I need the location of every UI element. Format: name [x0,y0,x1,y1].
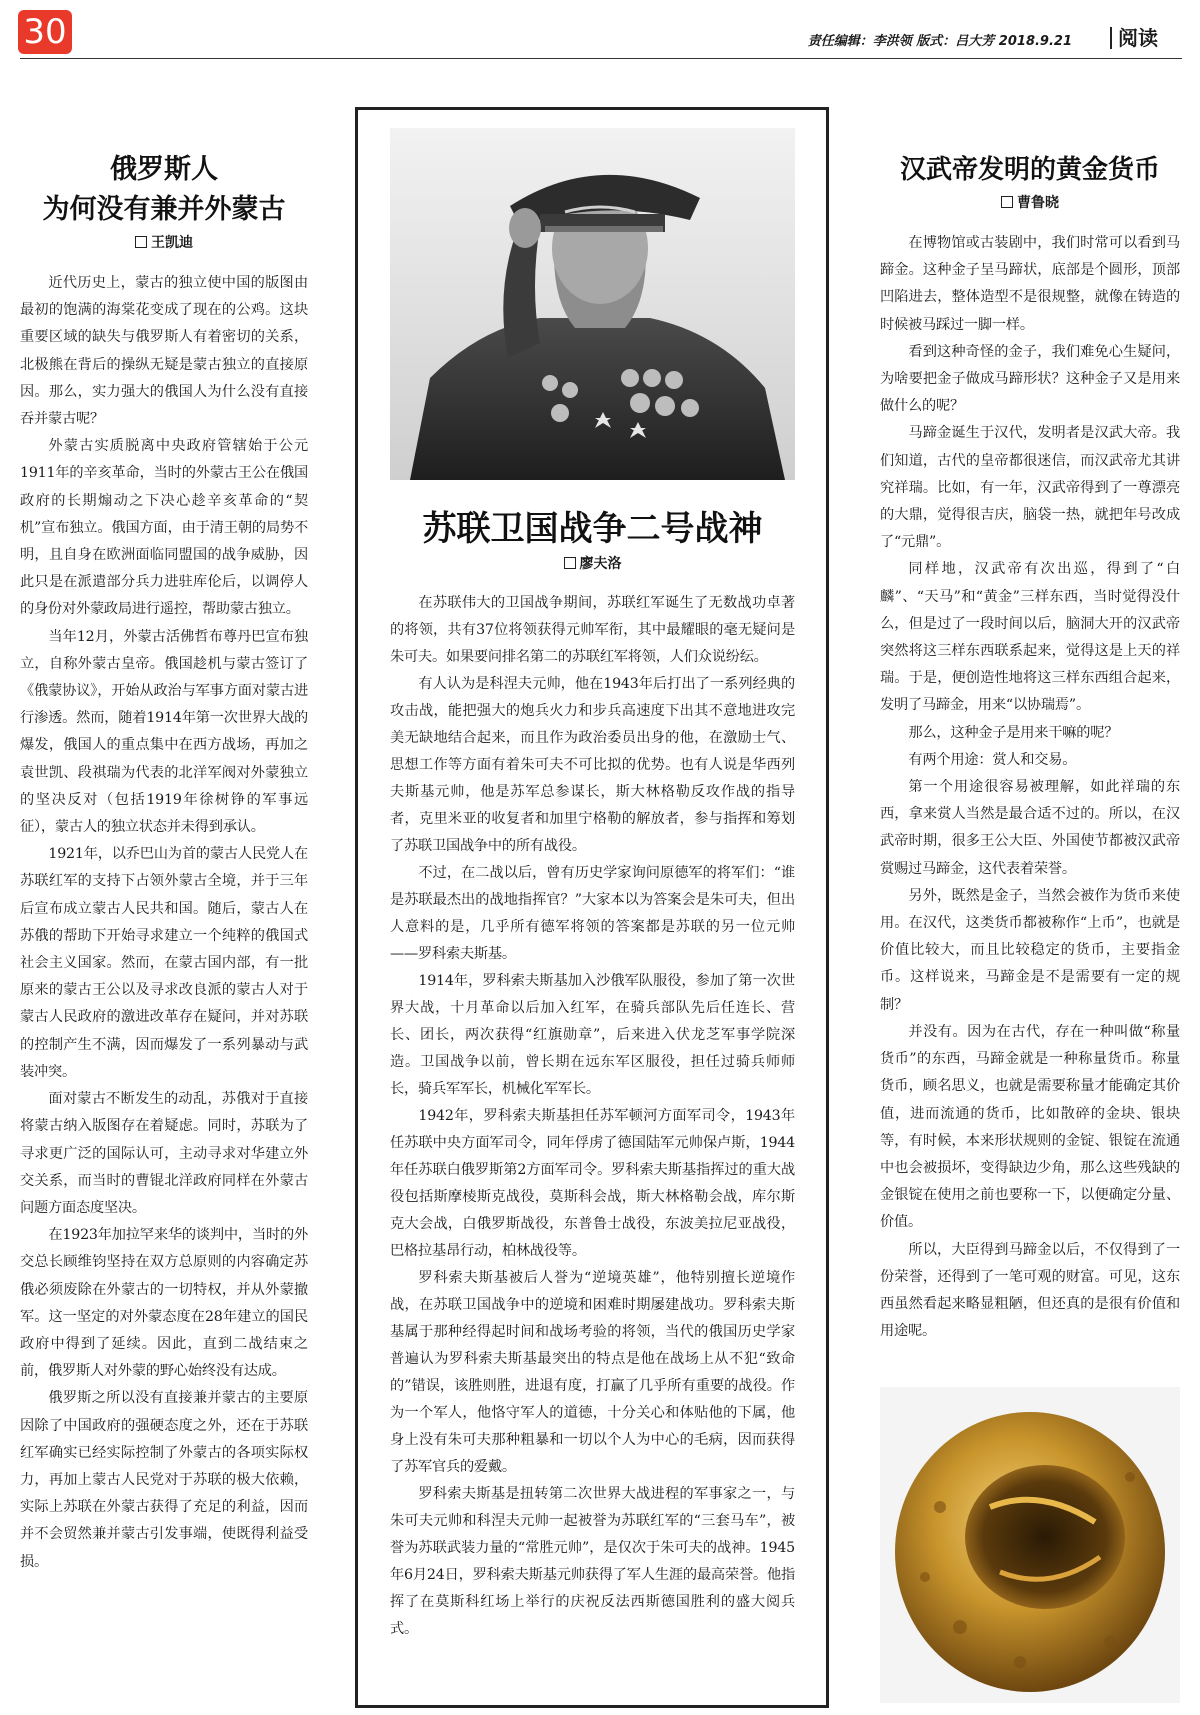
paragraph: 另外，既然是金子，当然会被作为货币来使用。在汉代，这类货币都被称作“上币”，也就是价值比较大，而且比较稳定的货币，主要指金币。这样说来，马蹄金是不是需要有一定的规制？ [880,887,1180,1013]
left-article-body [20,270,308,1576]
section-title: 阅读 [1118,26,1158,50]
paragraph: 近代历史上，蒙古的独立使中国的版图由最初的饱满的海棠花变成了现在的公鸡。这块重要区域的缺失与俄罗斯人有着密切的关系，北极熊在背后的操纵无疑是蒙古独立的直接原因。那么，实力强大的俄国人为什么没有直接吞并蒙古呢？ [20,275,308,428]
middle-article-title: 苏联卫国战争二号战神 [422,509,763,549]
paragraph: 马蹄金诞生于汉代，发明者是汉武大帝。我们知道，古代的皇帝都很迷信，而汉武帝尤其讲究祥瑞。比如，有一年，汉武帝得到了一尊漂亮的大鼎，觉得很吉庆，脑袋一热，就把年号改成了“元鼎”。 [880,425,1180,551]
paragraph: 在博物馆或古装剧中，我们时常可以看到马蹄金。这种金子呈马蹄状，底部是个圆形，顶部凹陷进去，整体造型不是很规整，就像在铸造的时候被马踩过一脚一样。 [880,235,1180,333]
paragraph: 外蒙古实质脱离中央政府管辖始于公元1911年的辛亥革命，当时的外蒙古王公在俄国政府的长期煽动之下决心趁辛亥革命的“契机”宣布独立。俄国方面，由于清王朝的局势不明，且自身在欧洲面临同盟国的战争威胁，因此只是在派遣部分兵力进驻库伦后，以调停人的身份对外蒙政局进行遥控，帮助蒙古独立。 [20,438,308,618]
header-credits: 责任编辑：李洪领 版式：吕大芳 2018.9.21 [807,34,1072,49]
paragraph: 罗科索夫斯基是扭转第二次世界大战进程的军事家之一，与朱可夫元帅和科涅夫元帅一起被誉为苏联红军的“三套马车”，被誉为苏联武装力量的“常胜元帅”，是仅次于朱可夫的战神。1945年6月24日，罗科索夫斯基元帅获得了军人生涯的最高荣誉。他指挥了在莫斯科红场上举行的庆祝反法西斯德国胜利的盛大阅兵式。 [390,1486,795,1637]
middle-article-header [390,507,795,591]
paragraph: 1914年，罗科索夫斯基加入沙俄军队服役，参加了第一次世界大战，十月革命以后加入红军，在骑兵部队先后任连长、营长、团长，两次获得“红旗勋章”，后来进入伏龙芝军事学院深造。卫国战争以前，曾长期在远东军区服役，担任过骑兵师师长，骑兵军军长，机械化军军长。 [390,973,795,1097]
paragraph: 罗科索夫斯基被后人誉为“逆境英雄”，他特别擅长逆境作战，在苏联卫国战争中的逆境和困难时期屡建战功。罗科索夫斯基属于那种经得起时间和战场考验的将领，当代的俄国历史学家普遍认为罗科索夫斯基最突出的特点是他在战场上从不犯“致命的”错误，该胜则胜，进退有度，打赢了几乎所有重要的战役。作为一个军人，他恪守军人的道德，十分关心和体贴他的下属，他身上没有朱可夫那种粗暴和一切以个人为中心的毛病，因而获得了苏军官兵的爱戴。 [390,1270,795,1475]
paragraph: 1942年，罗科索夫斯基担任苏军顿河方面军司令，1943年任苏联中央方面军司令，同年俘虏了德国陆军元帅保卢斯，1944年任苏联白俄罗斯第2方面军司令。罗科索夫斯基指挥过的重大战役包括斯摩棱斯克战役，莫斯科会战，斯大林格勒会战，库尔斯克大会战，白俄罗斯战役，东普鲁士战役，东波美拉尼亚战役，巴格拉基昂行动，柏林战役等。 [390,1108,795,1259]
header-rule [20,58,1182,59]
paragraph: 当年12月，外蒙古活佛哲布尊丹巴宣布独立，自称外蒙古皇帝。俄国趁机与蒙古签订了《俄蒙协议》，开始从政治与军事方面对蒙古进行渗透。然而，随着1914年第一次世界大战的爆发，俄国人的重点集中在西方战场，再加之袁世凯、段祺瑞为代表的北洋军阀对外蒙独立的坚决反对（包括1919年徐树铮的军事远征），蒙古人的独立状态并未得到承认。 [20,628,308,836]
paragraph: 俄罗斯之所以没有直接兼并蒙古的主要原因除了中国政府的强硬态度之外，还在于苏联红军确实已经实际控制了外蒙古的各项实际权力，再加上蒙古人民党对于苏联的极大依赖，实际上苏联在外蒙古获得了充足的利益，因而并不会贸然兼并蒙古引发事端，使既得利益受损。 [20,1390,308,1570]
header-divider [1110,27,1112,49]
right-article-title: 汉武帝发明的黄金货币 [899,155,1160,185]
middle-article-body [390,590,795,1643]
paragraph: 在苏联伟大的卫国战争期间，苏联红军诞生了无数战功卓著的将领，共有37位将领获得元帅军衔，其中最耀眼的毫无疑问是朱可夫。如果要问排名第二的苏联红军将领，人们众说纷纭。 [390,595,795,665]
paragraph: 同样地，汉武帝有次出巡，得到了“白麟”、“天马”和“黄金”三样东西，当时觉得没什么，但是过了一段时间以后，脑洞大开的汉武帝突然将这三样东西联系起来，觉得这是上天的祥瑞。于是，便创造性地将这三样东西组合起来，发明了马蹄金，用来“以协瑞焉”。 [880,561,1180,714]
paragraph: 看到这种奇怪的金子，我们难免心生疑问，为啥要把金子做成马蹄形状？这种金子又是用来做什么的呢？ [880,343,1180,415]
right-article-author: 曹鲁晓 [880,194,1180,212]
left-article-author: 王凯迪 [20,234,308,252]
paragraph: 并没有。因为在古代，存在一种叫做“称量货币”的东西，马蹄金就是一种称量货币。称量货币，顾名思义，也就是需要称量才能确定其价值，进而流通的货币，比如散碎的金块、银块等，有时候，本来形状规则的金锭、银锭在流通中也会被损坏，变得缺边少角，那么这些残缺的金银锭在使用之前也要称一下，以便确定分量、价值。 [880,1023,1180,1231]
paragraph: 有两个用途：赏人和交易。 [908,751,1077,768]
gold-hoof-coin-icon [880,1387,1180,1703]
paragraph: 那么，这种金子是用来干嘛的呢？ [908,724,1119,741]
right-article-body [880,230,1180,1345]
paragraph: 在1923年加拉罕来华的谈判中，当时的外交总长顾维钧坚持在双方总原则的内容确定苏俄必须废除在外蒙古的一切特权，并从外蒙撤军。这一坚定的对外蒙态度在28年建立的国民政府中得到了延续。因此，直到二战结束之前，俄罗斯人对外蒙的野心始终没有达成。 [20,1227,308,1380]
left-article-title-line2: 为何没有兼并外蒙古 [42,194,286,225]
paragraph: 1921年，以乔巴山为首的蒙古人民党人在苏联红军的支持下占领外蒙古全境，并于三年后宣布成立蒙古人民共和国。随后，蒙古人在苏俄的帮助下开始寻求建立一个纯粹的俄国式社会主义国家。然而，在蒙古国内部，有一批原来的蒙古王公以及寻求改良派的蒙古人对于蒙古人民政府的激进改革存在疑问，并对苏联的控制产生不满，因而爆发了一系列暴动与武装冲突。 [20,846,308,1080]
middle-article-author: 廖夫洛 [390,555,795,573]
paragraph: 第一个用途很容易被理解，如此祥瑞的东西，拿来赏人当然是最合适不过的。所以，在汉武帝时期，很多王公大臣、外国使节都被汉武帝赏赐过马蹄金，这代表着荣誉。 [880,779,1180,877]
paragraph: 面对蒙古不断发生的动乱，苏俄对于直接将蒙古纳入版图存在着疑虑。同时，苏联为了寻求更广泛的国际认可，主动寻求对华建立外交关系，而当时的曹锟北洋政府同样在外蒙古问题方面态度坚决。 [20,1091,308,1216]
paragraph: 不过，在二战以后，曾有历史学家询问原德军的将军们：“谁是苏联最杰出的战地指挥官？”大家本以为答案会是朱可夫，但出人意料的是，几乎所有德军将领的答案都是苏联的另一位元帅——罗科索夫斯基。 [390,865,795,962]
left-article-title-line1: 俄罗斯人 [110,154,218,185]
paragraph: 所以，大臣得到马蹄金以后，不仅得到了一份荣誉，还得到了一笔可观的财富。可见，这东西虽然看起来略显粗陋，但还真的是很有价值和用途呢。 [880,1241,1180,1340]
paragraph: 有人认为是科涅夫元帅，他在1943年后打出了一系列经典的攻击战，能把强大的炮兵火力和步兵高速度下出其不意地进攻完美无缺地结合起来，而且作为政治委员出身的他，在激励士气、思想工作等方面有着朱可夫不可比拟的优势。也有人说是华西列夫斯基元帅，他是苏军总参谋长，斯大林格勒反攻作战的指导者，克里米亚的收复者和加里宁格勒的解放者，参与指挥和筹划了苏联卫国战争中的所有战役。 [390,676,795,854]
page-number-badge: 30 [18,10,72,54]
left-article [20,150,308,1576]
right-article [880,150,1180,1345]
marshal-portrait-icon [390,128,795,480]
